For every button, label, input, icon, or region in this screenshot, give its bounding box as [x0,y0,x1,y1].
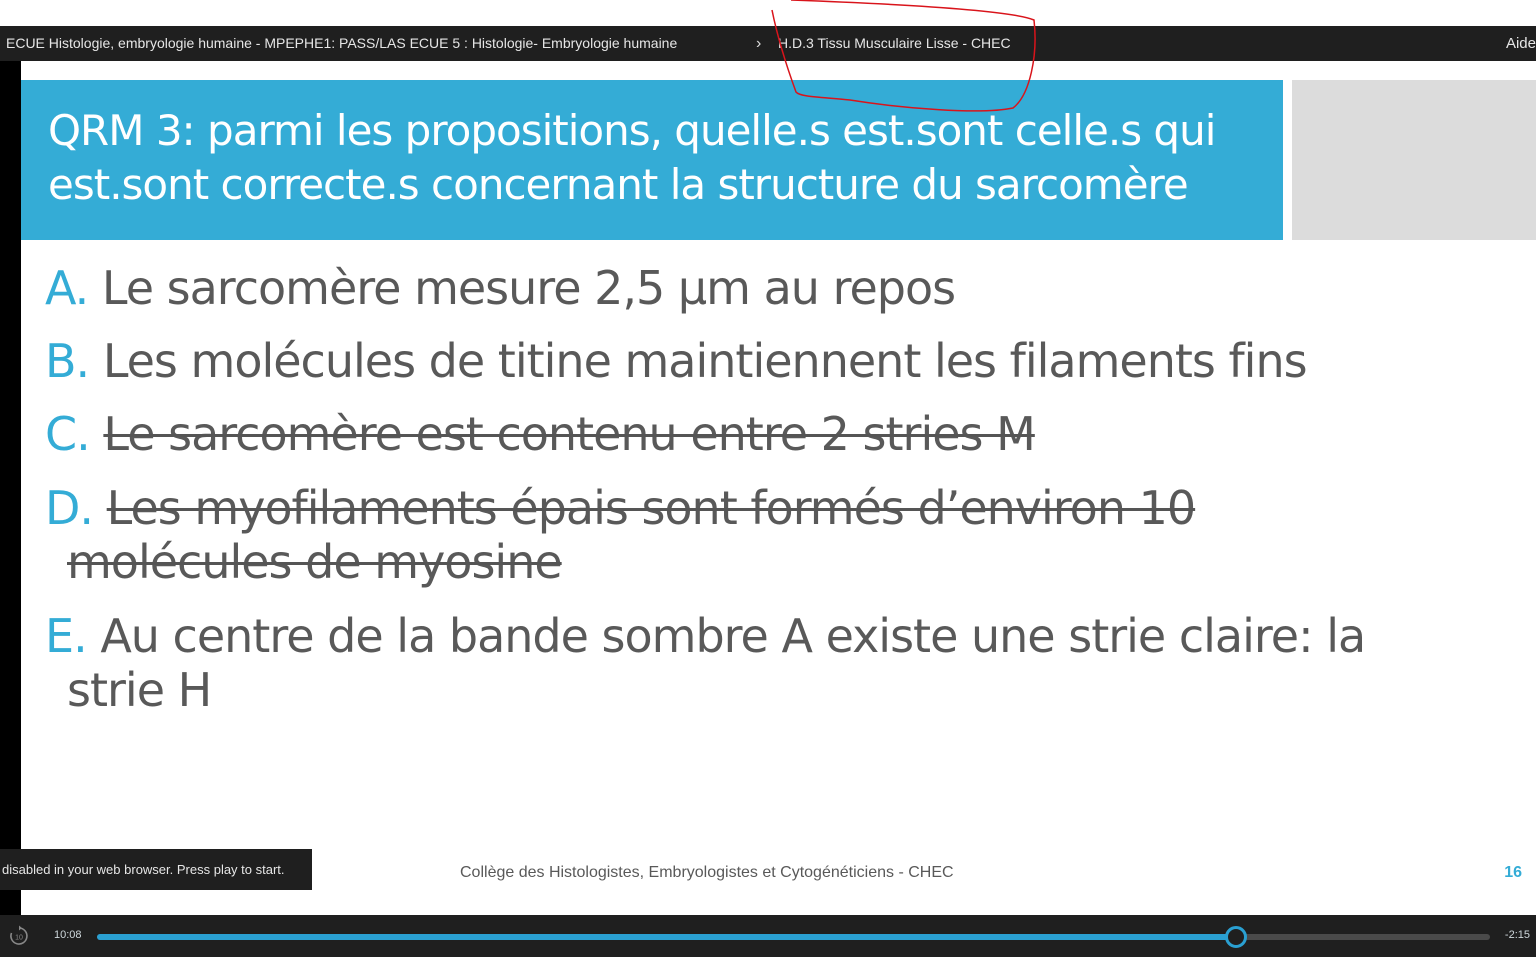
player-control-bar [0,915,1536,957]
option-text-struck: Le sarcomère est contenu entre 2 stries M [103,407,1035,461]
remaining-time: -2:15 [1504,929,1530,941]
option-e [45,609,1485,717]
option-text-struck: Les myofilaments épais sont formés d’environ 10 [106,481,1196,535]
option-letter: B. [45,334,90,388]
option-a [45,261,1485,315]
option-letter: C. [45,407,90,461]
option-text: Les molécules de titine maintiennent les filaments fins [102,334,1307,388]
slide-title: QRM 3: parmi les propositions, quelle.s est.sont celle.s qui est.sont correcte.s concernant la structure du sarcomère [48,106,1216,209]
breadcrumb-course-link[interactable]: ECUE Histologie, embryologie humaine - MPEPHE1: PASS/LAS ECUE 5 : Histologie- Embryologie humaine [6,35,678,51]
slide-footer: Collège des Histologistes, Embryologistes et Cytogénéticiens - CHEC [460,864,954,881]
seek-bar-progress [97,934,1236,940]
help-menu-button[interactable]: Aide [1505,35,1536,52]
slide-number: 16 [1504,864,1522,881]
option-letter: A. [45,261,89,315]
option-c [45,407,1485,461]
option-letter: E. [45,609,87,663]
breadcrumb-chevron-icon: › [756,35,762,52]
option-text-continued: strie H [67,663,212,717]
replay-seconds-label: 10 [15,934,23,942]
top-navigation-bar [0,26,1536,61]
option-letter: D. [45,481,94,535]
option-text: Le sarcomère mesure 2,5 μm au repos [101,261,956,315]
seek-bar-handle[interactable] [1225,926,1247,948]
option-text: Au centre de la bande sombre A existe une strie claire: la [100,609,1366,663]
slide-title-banner [21,80,1283,240]
breadcrumb-current-page[interactable]: H.D.3 Tissu Musculaire Lisse - CHEC [778,35,1011,51]
left-edge-strip [0,61,21,915]
option-b [45,334,1485,388]
option-text-struck-continued: molécules de myosine [67,535,562,589]
title-side-panel [1292,80,1536,240]
seek-bar[interactable] [97,934,1490,940]
autoplay-disabled-tooltip: disabled in your web browser. Press play to start. [0,849,312,890]
option-d [45,481,1485,589]
elapsed-time: 10:08 [54,929,82,941]
replay-10-icon[interactable] [8,925,30,947]
